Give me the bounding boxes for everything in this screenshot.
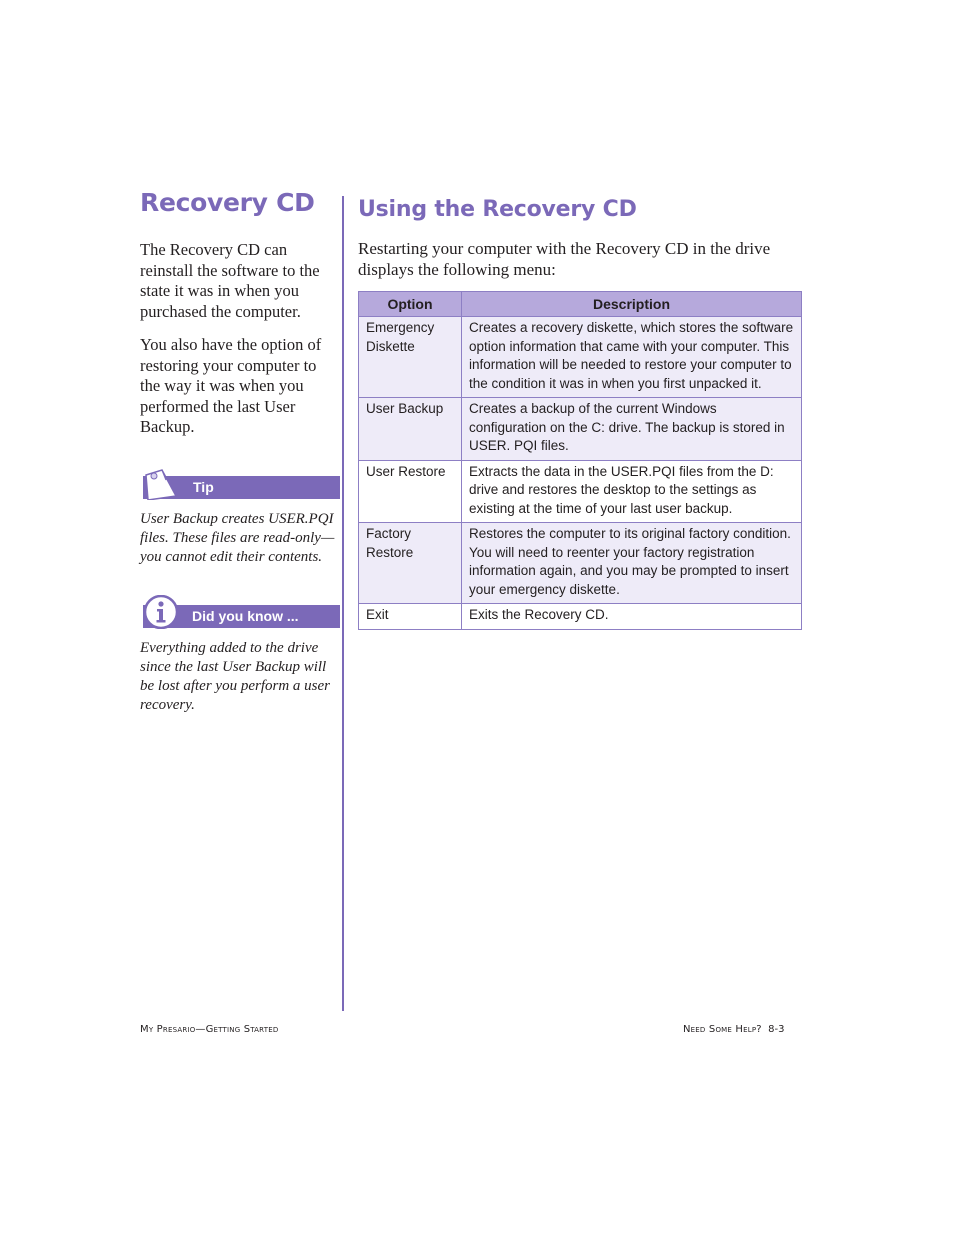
- option-cell: User Restore: [359, 460, 462, 523]
- tip-text: User Backup creates USER.PQI files. These files are read-only—you cannot edit their contents.: [140, 510, 335, 565]
- table-row: [359, 398, 802, 461]
- table-row: [359, 317, 802, 398]
- table-row: [359, 460, 802, 523]
- tip-banner: [143, 476, 340, 499]
- table-row: [359, 523, 802, 604]
- column-header-description: Description: [462, 292, 802, 317]
- main-content: [358, 197, 802, 630]
- did-you-know-banner: [143, 605, 340, 628]
- description-cell: Exits the Recovery CD.: [462, 604, 802, 630]
- description-cell: Extracts the data in the USER.PQI files from the D: drive and restores the desktop to the settings as existing at the time of your last user backup.: [462, 460, 802, 523]
- option-cell: Exit: [359, 604, 462, 630]
- description-cell: Restores the computer to its original factory condition. You will need to reenter your factory registration information again, and you may be prompted to insert your emergency diskette.: [462, 523, 802, 604]
- footer-book-title: My Presario—Getting Started: [140, 1024, 279, 1035]
- description-cell: Creates a recovery diskette, which stores the software option information that came with your computer. This information will be needed to restore your computer to the condition it was in when you first unpacked it.: [462, 317, 802, 398]
- column-divider: [342, 196, 344, 1011]
- footer-left: [140, 1024, 278, 1035]
- sidebar-paragraph: The Recovery CD can reinstall the software to the state it was in when you purchased the computer.: [140, 240, 320, 321]
- footer-section: Need Some Help?: [683, 1024, 762, 1035]
- sidebar: [140, 188, 336, 715]
- option-cell: Factory Restore: [359, 523, 462, 604]
- page-number: 8-3: [768, 1024, 785, 1035]
- recovery-options-table: [358, 291, 802, 630]
- column-header-option: Option: [359, 292, 462, 317]
- section-title: Using the Recovery CD: [358, 197, 637, 222]
- did-you-know-text: Everything added to the drive since the last User Backup will be lost after you perform a user recovery.: [140, 639, 330, 713]
- sidebar-title: Recovery CD: [140, 188, 315, 217]
- info-icon: [143, 595, 179, 629]
- footer-right: [683, 1024, 784, 1035]
- option-cell: User Backup: [359, 398, 462, 461]
- tip-label: Tip: [193, 478, 214, 495]
- table-header-row: [359, 292, 802, 317]
- option-cell: Emergency Diskette: [359, 317, 462, 398]
- sidebar-paragraph: You also have the option of restoring your computer to the way it was when you performed the last User Backup.: [140, 335, 322, 436]
- did-you-know-label: Did you know ...: [192, 607, 299, 624]
- description-cell: Creates a backup of the current Windows configuration on the C: drive. The backup is stored in USER. PQI files.: [462, 398, 802, 461]
- table-row: [359, 604, 802, 630]
- note-icon: [143, 466, 179, 500]
- intro-paragraph: Restarting your computer with the Recovery CD in the drive displays the following menu:: [358, 239, 771, 279]
